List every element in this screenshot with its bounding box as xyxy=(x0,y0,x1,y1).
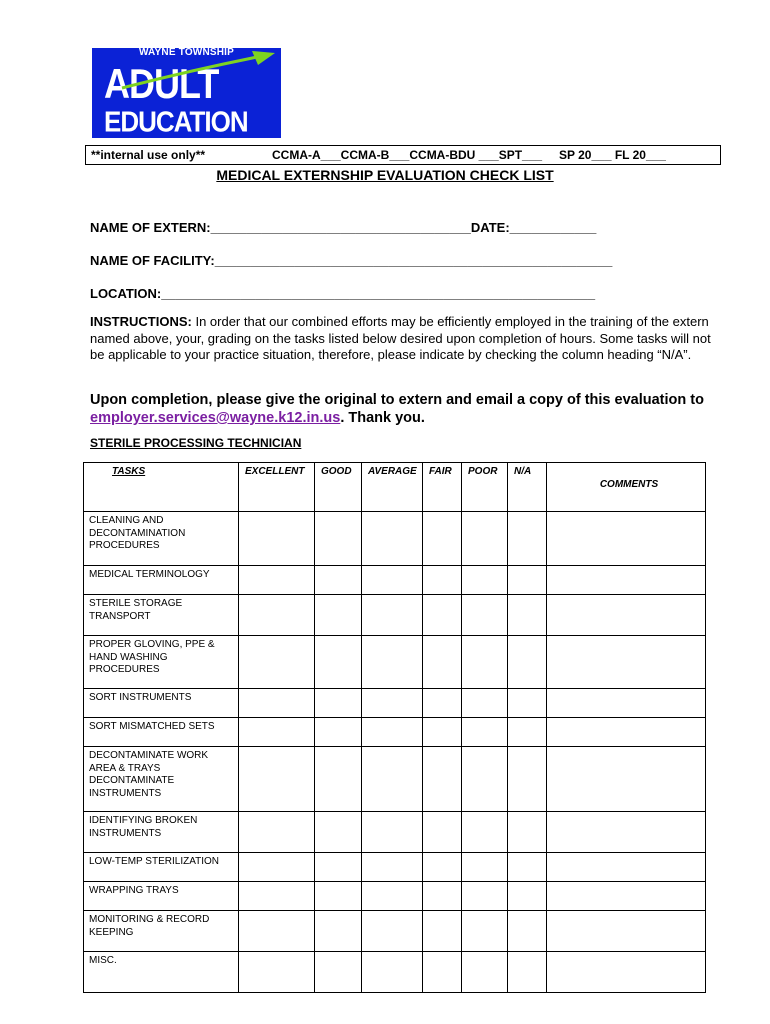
rating-cell-na[interactable] xyxy=(508,747,547,812)
task-label: SORT INSTRUMENTS xyxy=(84,689,239,718)
rating-cell-average[interactable] xyxy=(362,747,423,812)
rating-cell-poor[interactable] xyxy=(462,882,508,911)
rating-cell-good[interactable] xyxy=(315,952,362,993)
table-row xyxy=(84,566,706,595)
header-fair: FAIR xyxy=(423,463,462,512)
rating-cell-average[interactable] xyxy=(362,512,423,566)
internal-use-codes-box xyxy=(85,145,721,165)
comments-cell[interactable] xyxy=(547,636,706,689)
comments-cell[interactable] xyxy=(547,882,706,911)
table-row xyxy=(84,812,706,853)
rating-cell-fair[interactable] xyxy=(423,911,462,952)
logo-education-text: EDUCATION xyxy=(104,105,248,138)
rating-cell-excellent[interactable] xyxy=(239,911,315,952)
task-label: MISC. xyxy=(84,952,239,993)
rating-cell-good[interactable] xyxy=(315,812,362,853)
table-row xyxy=(84,853,706,882)
comments-cell[interactable] xyxy=(547,853,706,882)
rating-cell-na[interactable] xyxy=(508,636,547,689)
task-label: IDENTIFYING BROKEN INSTRUMENTS xyxy=(84,812,239,853)
rating-cell-na[interactable] xyxy=(508,812,547,853)
table-row xyxy=(84,882,706,911)
rating-cell-good[interactable] xyxy=(315,911,362,952)
rating-cell-average[interactable] xyxy=(362,636,423,689)
rating-cell-good[interactable] xyxy=(315,747,362,812)
rating-cell-poor[interactable] xyxy=(462,689,508,718)
header-average: AVERAGE xyxy=(362,463,423,512)
facility-name-field: NAME OF FACILITY:_______________________________________________________ xyxy=(90,253,613,268)
rating-cell-fair[interactable] xyxy=(423,595,462,636)
task-label: MONITORING & RECORD KEEPING xyxy=(84,911,239,952)
task-label: MEDICAL TERMINOLOGY xyxy=(84,566,239,595)
rating-cell-poor[interactable] xyxy=(462,566,508,595)
rating-cell-poor[interactable] xyxy=(462,595,508,636)
task-label: PROPER GLOVING, PPE & HAND WASHING PROCEDURES xyxy=(84,636,239,689)
table-row xyxy=(84,952,706,993)
term-codes: SP 20___ FL 20___ xyxy=(559,148,666,162)
rating-cell-good[interactable] xyxy=(315,566,362,595)
task-label: STERILE STORAGE TRANSPORT xyxy=(84,595,239,636)
rating-cell-na[interactable] xyxy=(508,911,547,952)
rating-cell-excellent[interactable] xyxy=(239,882,315,911)
rating-cell-na[interactable] xyxy=(508,952,547,993)
completion-note xyxy=(90,391,730,427)
logo-arrow-icon xyxy=(92,48,281,138)
internal-use-label: **internal use only** xyxy=(91,148,206,162)
program-codes: CCMA-A___CCMA-B___CCMA-BDU ___SPT___ xyxy=(272,148,543,162)
comments-cell[interactable] xyxy=(547,952,706,993)
table-row xyxy=(84,512,706,566)
rating-cell-na[interactable] xyxy=(508,595,547,636)
rating-cell-average[interactable] xyxy=(362,595,423,636)
location-field: LOCATION:____________________________________________________________ xyxy=(90,286,596,301)
rating-cell-na[interactable] xyxy=(508,512,547,566)
task-label: LOW-TEMP STERILIZATION xyxy=(84,853,239,882)
rating-cell-na[interactable] xyxy=(508,882,547,911)
comments-cell[interactable] xyxy=(547,911,706,952)
extern-name-date-field: NAME OF EXTERN:____________________________________DATE:____________ xyxy=(90,220,597,235)
comments-cell[interactable] xyxy=(547,595,706,636)
header-na: N/A xyxy=(508,463,547,512)
instructions-text: In order that our combined efforts may be efficiently employed in the training of the extern named above, your, grading on the tasks listed below desired upon completion of hours. Some tasks will not be applicable to your practice situation, therefore, please indicate by checking the column heading “N/A”. xyxy=(90,314,711,362)
table-row xyxy=(84,911,706,952)
comments-cell[interactable] xyxy=(547,689,706,718)
rating-cell-excellent[interactable] xyxy=(239,595,315,636)
rating-cell-poor[interactable] xyxy=(462,512,508,566)
instructions-label: INSTRUCTIONS: xyxy=(90,314,192,329)
rating-cell-good[interactable] xyxy=(315,636,362,689)
rating-cell-average[interactable] xyxy=(362,718,423,747)
rating-cell-excellent[interactable] xyxy=(239,689,315,718)
rating-cell-average[interactable] xyxy=(362,812,423,853)
table-row xyxy=(84,689,706,718)
rating-cell-poor[interactable] xyxy=(462,853,508,882)
rating-cell-excellent[interactable] xyxy=(239,747,315,812)
rating-cell-good[interactable] xyxy=(315,853,362,882)
comments-cell[interactable] xyxy=(547,512,706,566)
logo-township-text: WAYNE TOWNSHIP xyxy=(138,47,235,58)
rating-cell-fair[interactable] xyxy=(423,812,462,853)
comments-cell[interactable] xyxy=(547,747,706,812)
rating-cell-excellent[interactable] xyxy=(239,812,315,853)
rating-cell-poor[interactable] xyxy=(462,812,508,853)
rating-cell-fair[interactable] xyxy=(423,747,462,812)
table-row xyxy=(84,747,706,812)
task-label: SORT MISMATCHED SETS xyxy=(84,718,239,747)
table-row xyxy=(84,595,706,636)
completion-thanks: . Thank you. xyxy=(340,410,425,426)
rating-cell-excellent[interactable] xyxy=(239,636,315,689)
rating-cell-fair[interactable] xyxy=(423,566,462,595)
section-title: STERILE PROCESSING TECHNICIAN xyxy=(90,436,302,450)
rating-cell-na[interactable] xyxy=(508,853,547,882)
logo-adult-text: ADULT xyxy=(104,60,219,108)
comments-cell[interactable] xyxy=(547,566,706,595)
rating-cell-fair[interactable] xyxy=(423,718,462,747)
header-excellent: EXCELLENT xyxy=(239,463,315,512)
rating-cell-fair[interactable] xyxy=(423,952,462,993)
comments-cell[interactable] xyxy=(547,812,706,853)
rating-cell-good[interactable] xyxy=(315,689,362,718)
rating-cell-poor[interactable] xyxy=(462,911,508,952)
rating-cell-excellent[interactable] xyxy=(239,566,315,595)
rating-cell-average[interactable] xyxy=(362,952,423,993)
rating-cell-fair[interactable] xyxy=(423,853,462,882)
rating-cell-excellent[interactable] xyxy=(239,853,315,882)
rating-cell-fair[interactable] xyxy=(423,512,462,566)
rating-cell-fair[interactable] xyxy=(423,636,462,689)
rating-cell-excellent[interactable] xyxy=(239,952,315,993)
rating-cell-average[interactable] xyxy=(362,882,423,911)
adult-education-logo xyxy=(92,48,281,138)
rating-cell-average[interactable] xyxy=(362,911,423,952)
rating-cell-good[interactable] xyxy=(315,595,362,636)
header-poor: POOR xyxy=(462,463,508,512)
instructions-paragraph xyxy=(90,314,720,364)
rating-cell-na[interactable] xyxy=(508,718,547,747)
rating-cell-average[interactable] xyxy=(362,566,423,595)
rating-cell-good[interactable] xyxy=(315,718,362,747)
rating-cell-na[interactable] xyxy=(508,566,547,595)
rating-cell-excellent[interactable] xyxy=(239,718,315,747)
header-good: GOOD xyxy=(315,463,362,512)
task-label: WRAPPING TRAYS xyxy=(84,882,239,911)
rating-cell-average[interactable] xyxy=(362,853,423,882)
header-comments: COMMENTS xyxy=(547,463,706,512)
rating-cell-excellent[interactable] xyxy=(239,512,315,566)
task-label: DECONTAMINATE WORK AREA & TRAYS DECONTAMINATE INSTRUMENTS xyxy=(84,747,239,812)
completion-text: Upon completion, please give the original to extern and email a copy of this evaluation to xyxy=(90,392,704,408)
page-title: MEDICAL EXTERNSHIP EVALUATION CHECK LIST xyxy=(216,167,554,183)
task-label: CLEANING AND DECONTAMINATION PROCEDURES xyxy=(84,512,239,566)
rating-cell-fair[interactable] xyxy=(423,689,462,718)
rating-cell-poor[interactable] xyxy=(462,952,508,993)
rating-cell-average[interactable] xyxy=(362,689,423,718)
evaluation-table xyxy=(83,462,706,993)
rating-cell-good[interactable] xyxy=(315,882,362,911)
header-tasks: TASKS xyxy=(84,463,239,512)
rating-cell-poor[interactable] xyxy=(462,747,508,812)
comments-cell[interactable] xyxy=(547,718,706,747)
rating-cell-poor[interactable] xyxy=(462,636,508,689)
rating-cell-na[interactable] xyxy=(508,689,547,718)
table-row xyxy=(84,636,706,689)
table-row xyxy=(84,718,706,747)
rating-cell-poor[interactable] xyxy=(462,718,508,747)
employer-email-link[interactable]: employer.services@wayne.k12.in.us xyxy=(90,410,341,426)
rating-cell-fair[interactable] xyxy=(423,882,462,911)
rating-cell-good[interactable] xyxy=(315,512,362,566)
table-header-row xyxy=(84,463,706,512)
